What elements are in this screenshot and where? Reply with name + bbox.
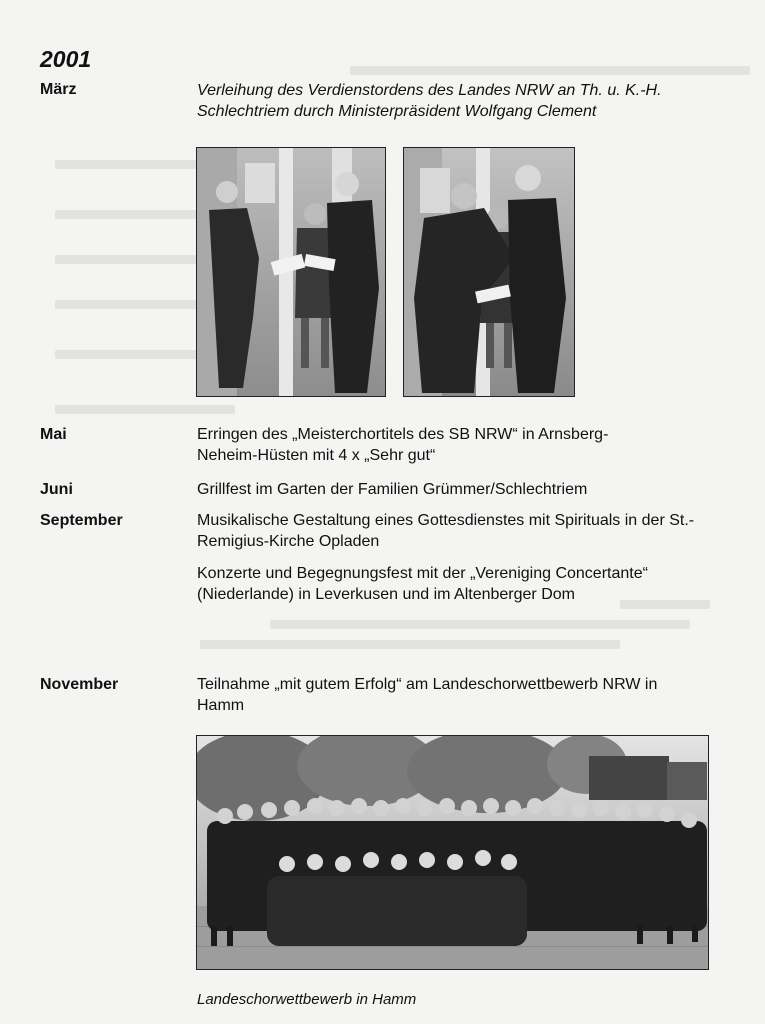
award-photo-1 bbox=[196, 147, 386, 397]
entry-text-november: Teilnahme „mit gutem Erfolg“ am Landeschorwettbewerb NRW in Hamm bbox=[197, 676, 658, 714]
month-label-september: September bbox=[40, 512, 123, 529]
entry-text-september-2: Konzerte und Begegnungsfest mit der „Vereniging Concertante“ (Niederlande) in Leverkusen und im Altenberger Dom bbox=[197, 565, 648, 603]
year-heading: 2001 bbox=[40, 46, 92, 72]
entry-text-mai: Erringen des „Meisterchortitels des SB NRW“ in Arnsberg-Neheim-Hüsten mit 4 x „Sehr gut“ bbox=[197, 426, 609, 464]
choir-group-photo bbox=[196, 735, 709, 970]
award-photo-2 bbox=[403, 147, 575, 397]
month-label-november: November bbox=[40, 676, 119, 693]
award-photo-1-image bbox=[197, 148, 385, 396]
award-photo-2-image bbox=[404, 148, 574, 396]
entry-text-maerz: Verleihung des Verdienstordens des Landes NRW an Th. u. K.-H. Schlechtriem durch Ministerpräsident Wolfgang Clement bbox=[197, 82, 662, 120]
photo-caption: Landeschorwettbewerb in Hamm bbox=[197, 991, 417, 1008]
month-label-maerz: März bbox=[40, 81, 77, 98]
choir-group-photo-image bbox=[197, 736, 708, 969]
month-label-juni: Juni bbox=[40, 481, 73, 498]
month-label-mai: Mai bbox=[40, 426, 67, 443]
entry-text-september: Musikalische Gestaltung eines Gottesdienstes mit Spirituals in der St.-Remigius-Kirche Opladen bbox=[197, 512, 695, 550]
entry-text-juni: Grillfest im Garten der Familien Grümmer/Schlechtriem bbox=[197, 481, 588, 498]
